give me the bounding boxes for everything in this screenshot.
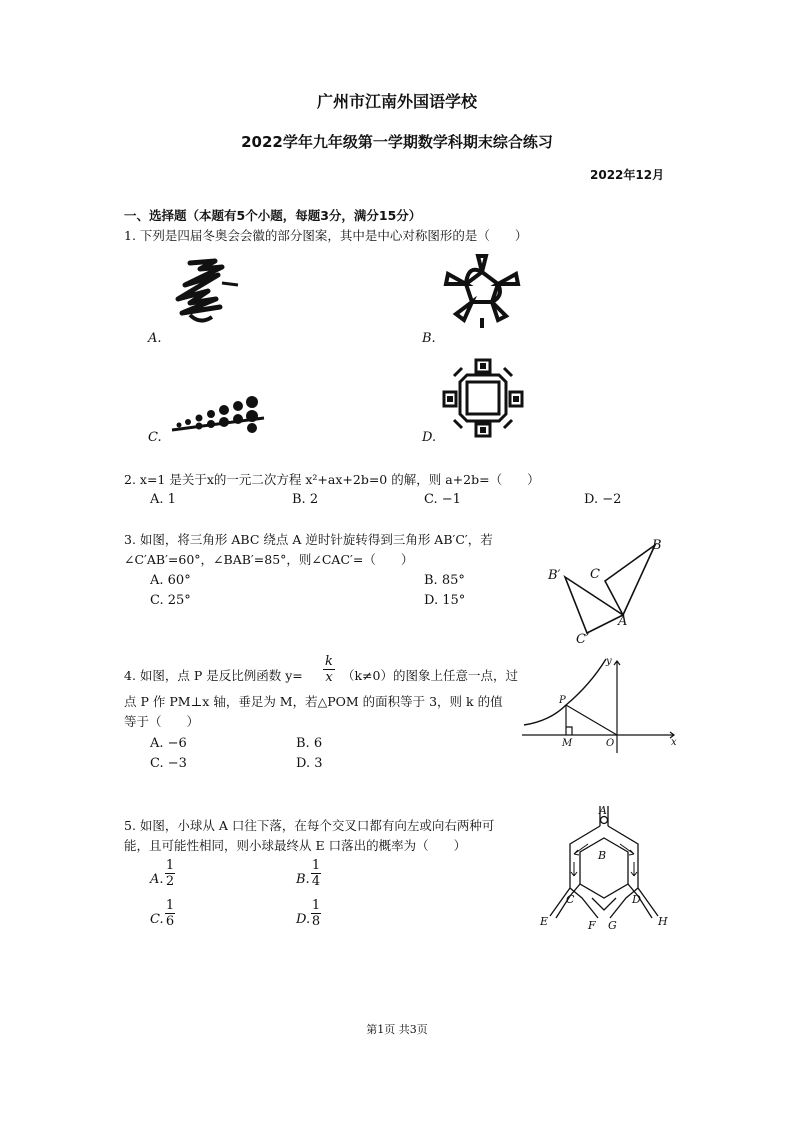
q5-option-c-den: 6	[165, 914, 175, 929]
q3-option-d: D. 15°	[424, 593, 466, 608]
q5-option-d-label: D.	[296, 912, 311, 927]
q5-option-b-den: 4	[311, 874, 321, 889]
q4-label-p: P	[559, 695, 566, 706]
q4-label-m: M	[562, 738, 573, 749]
q4-option-b: B. 6	[296, 736, 323, 751]
q5-option-d-den: 8	[311, 914, 321, 929]
q3-label-b: B	[652, 538, 662, 553]
q2-stem: 2. x=1 是关于x的一元二次方程 x²+ax+2b=0 的解，则 a+2b=（ ）	[124, 472, 540, 487]
q3-label-b-prime: B′	[548, 568, 561, 583]
q5-option-c-num: 1	[165, 898, 175, 913]
page-footer: 第1页 共3页	[366, 1023, 428, 1036]
q5-option-c-frac	[164, 898, 176, 929]
q4-stem-line2: 点 P 作 PM⊥x 轴，垂足为 M，若△POM 的面积等于 3，则 k 的值	[124, 694, 503, 709]
q5-label-a: A	[599, 804, 607, 817]
q4-label-x: x	[671, 737, 677, 748]
exam-title: 2022学年九年级第一学期数学科期末综合练习	[241, 133, 553, 151]
q1-figure-d	[440, 356, 526, 440]
q2-option-c: C. −1	[424, 492, 461, 507]
q5-figure-hexagon-paths	[530, 800, 680, 930]
q4-option-a: A. −6	[150, 736, 187, 751]
q2-option-b: B. 2	[292, 492, 319, 507]
q4-stem-part1: 4. 如图，点 P 是反比例函数 y=	[124, 668, 303, 683]
q5-stem-line1: 5. 如图，小球从 A 口往下落，在每个交叉口都有向左或向右两种可	[124, 818, 495, 833]
q4-stem-part2: （k≠0）的图象上任意一点，过	[342, 668, 519, 683]
q3-option-b: B. 85°	[424, 573, 465, 588]
q4-option-c: C. −3	[150, 756, 187, 771]
q1-label-d: D.	[422, 430, 437, 445]
exam-date: 2022年12月	[590, 168, 665, 182]
q5-label-c: C	[566, 893, 575, 906]
q1-stem: 1. 下列是四届冬奥会会徽的部分图案，其中是中心对称图形的是（ ）	[124, 228, 528, 243]
q5-option-b-frac	[310, 858, 322, 889]
q5-option-a-den: 2	[165, 874, 175, 889]
q1-figure-c	[168, 392, 268, 438]
q3-stem-line2: ∠C′AB′=60°，∠BAB′=85°，则∠CAC′=（ ）	[124, 552, 414, 567]
q1-label-b: B.	[422, 331, 436, 346]
q3-option-c: C. 25°	[150, 593, 191, 608]
q5-label-h: H	[658, 915, 668, 928]
q4-option-d: D. 3	[296, 756, 323, 771]
q1-figure-b	[438, 250, 526, 332]
school-name: 广州市江南外国语学校	[316, 92, 477, 111]
q4-label-o: O	[606, 738, 615, 749]
q5-option-a-num: 1	[165, 858, 175, 873]
q5-label-f: F	[588, 919, 596, 932]
q1-label-c: C.	[148, 430, 162, 445]
q5-option-d-frac	[310, 898, 322, 929]
q4-stem-line3: 等于（ ）	[124, 714, 200, 729]
q5-option-d-num: 1	[311, 898, 321, 913]
q5-option-a-frac	[164, 858, 176, 889]
q4-figure-hyperbola	[520, 655, 680, 755]
q4-label-y: y	[606, 656, 612, 667]
q5-option-c-label: C.	[150, 912, 164, 927]
q5-label-b: B	[598, 849, 607, 862]
q3-label-a: A	[618, 614, 628, 629]
q4-fraction-den: x	[325, 670, 333, 685]
q5-option-b-label: B.	[296, 872, 310, 887]
q1-figure-a	[160, 255, 250, 330]
q3-stem-line1: 3. 如图，将三角形 ABC 绕点 A 逆时针旋转得到三角形 AB′C′，若	[124, 532, 493, 547]
q1-label-a: A.	[148, 331, 162, 346]
q3-label-c: C	[590, 567, 600, 582]
q2-option-a: A. 1	[150, 492, 176, 507]
q5-option-b-num: 1	[311, 858, 321, 873]
q5-stem-line2: 能，且可能性相同，则小球最终从 E 口落出的概率为（ ）	[124, 838, 467, 853]
q3-label-c-prime: C′	[576, 632, 589, 647]
q2-option-d: D. −2	[584, 492, 622, 507]
q5-label-e: E	[540, 915, 549, 928]
q3-option-a: A. 60°	[150, 573, 191, 588]
q5-option-a-label: A.	[150, 872, 164, 887]
q5-label-d: D	[632, 893, 641, 906]
q5-label-g: G	[608, 919, 617, 932]
q4-fraction	[322, 654, 336, 685]
section-heading: 一、选择题（本题有5个小题，每题3分，满分15分）	[124, 208, 422, 223]
q4-fraction-num: k	[325, 654, 333, 669]
